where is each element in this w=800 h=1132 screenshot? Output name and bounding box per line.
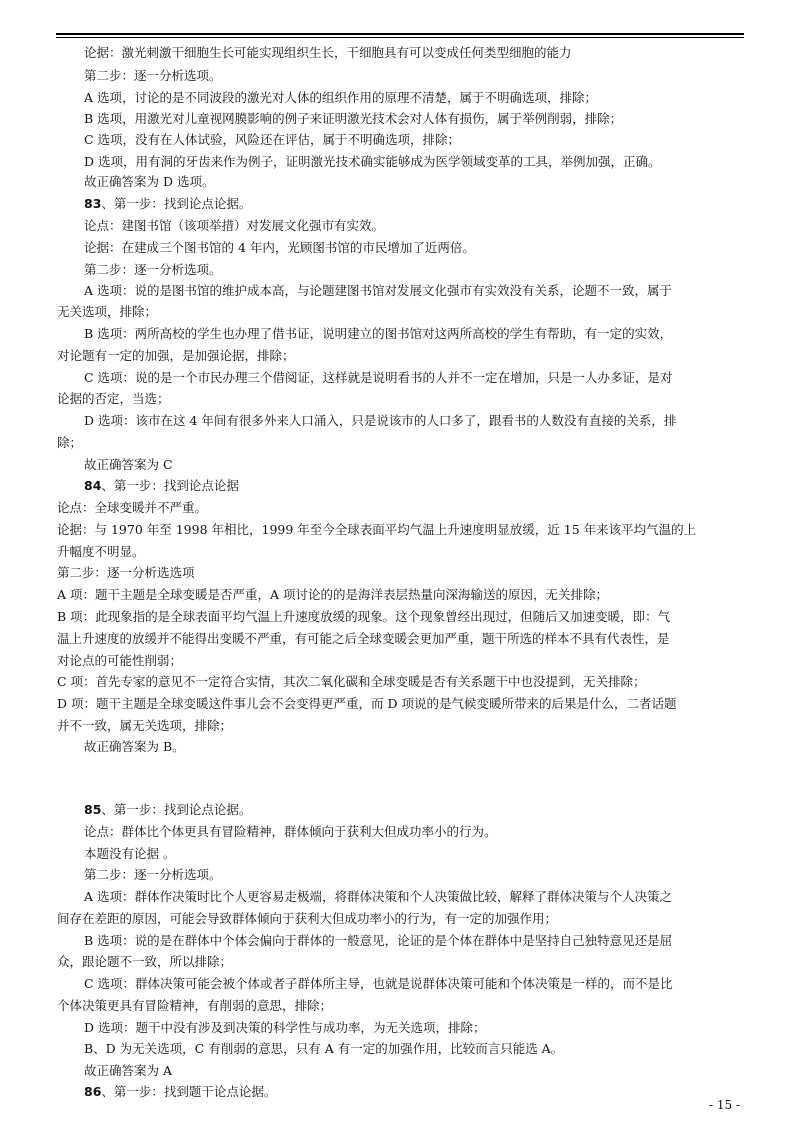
text-line: 故正确答案为 B。 bbox=[84, 739, 185, 754]
text-line: A 选项：说的是图书馆的维护成本高，与论题建图书馆对发展文化强市有实效没有关系，论题不一致，属于 bbox=[84, 283, 673, 298]
question-heading-85 bbox=[84, 801, 251, 819]
question-heading-83 bbox=[84, 195, 251, 213]
text-line: 第二步：逐一分析选选项 bbox=[57, 565, 195, 580]
header-rule-thick bbox=[56, 33, 744, 35]
text-line: B、D 为无关选项，C 有削弱的意思，只有 A 有一定的加强作用，比较而言只能选 A。 bbox=[84, 1041, 564, 1056]
text-line: 故正确答案为 D 选项。 bbox=[84, 174, 215, 189]
heading-text: 、第一步：找到论点论据。 bbox=[101, 196, 252, 211]
text-line: 个体决策更具有冒险精神，有削弱的意思，排除； bbox=[57, 998, 333, 1013]
text-line: 对论点的可能性削弱； bbox=[57, 653, 183, 668]
question-heading-86 bbox=[84, 1083, 276, 1101]
text-line: 对论题有一定的加强，是加强论据，排除； bbox=[57, 348, 295, 363]
text-line: 故正确答案为 A bbox=[84, 1063, 173, 1078]
text-line: B 项：此现象指的是全球表面平均气温上升速度放缓的现象。这个现象曾经出现过，但随后又加速变暖，即：气 bbox=[57, 609, 671, 624]
text-line: 温上升速度的放缓并不能得出变暖不严重，有可能之后全球变暖会更加严重，题干所选的样本不具有代表性，是 bbox=[57, 631, 670, 646]
text-line: 论点：全球变暖并不严重。 bbox=[57, 500, 208, 515]
text-line: D 项：题干主题是全球变暖这件事儿会不会变得更严重，而 D 项说的是气候变暖所带来的后果是什么，二者话题 bbox=[57, 696, 677, 711]
text-line: C 选项，没有在人体试验，风险还在评估，属于不明确选项，排除； bbox=[84, 132, 461, 147]
text-line: 除； bbox=[57, 435, 83, 450]
text-line: 第二步：逐一分析选项。 bbox=[84, 68, 222, 83]
text-line: 本题没有论据 。 bbox=[84, 846, 176, 861]
text-line: 论点：建图书馆（该项举措）对发展文化强市有实效。 bbox=[84, 218, 385, 233]
text-line: 并不一致，属无关选项，排除； bbox=[57, 718, 233, 733]
heading-text: 、第一步：找到论点论据。 bbox=[101, 802, 252, 817]
header-rule-thin bbox=[56, 37, 744, 38]
text-line: 无关选项，排除； bbox=[57, 304, 158, 319]
page-number: - 15 - bbox=[708, 1098, 740, 1112]
heading-text: 、第一步：找到论点论据 bbox=[101, 478, 239, 493]
question-number: 86 bbox=[84, 1084, 102, 1099]
question-number: 84 bbox=[84, 478, 102, 493]
text-line: 第二步：逐一分析选项。 bbox=[84, 262, 222, 277]
text-line: 间存在差距的原因，可能会导致群体倾向于获利大但成功率小的行为，有一定的加强作用； bbox=[57, 911, 558, 926]
text-line: 论据的否定，当选； bbox=[57, 391, 170, 406]
text-line: B 选项：两所高校的学生也办理了借书证，说明建立的图书馆对这两所高校的学生有帮助，有一定的实效， bbox=[84, 326, 673, 341]
text-line: C 选项：群体决策可能会被个体或者子群体所主导，也就是说群体决策可能和个体决策是一样的，而不是比 bbox=[84, 976, 673, 991]
text-line: B 选项，用激光对儿童视网膜影响的例子来证明激光技术会对人体有损伤，属于举例削弱，排除； bbox=[84, 111, 623, 126]
text-line: D 选项，用有洞的牙齿来作为例子，证明激光技术确实能够成为医学领域变革的工具，举例加强，正确。 bbox=[84, 154, 661, 169]
text-line: 众，跟论题不一致，所以排除； bbox=[57, 954, 233, 969]
text-line: D 选项：题干中没有涉及到决策的科学性与成功率，为无关选项，排除； bbox=[84, 1020, 486, 1035]
text-line: 故正确答案为 C bbox=[84, 457, 173, 472]
heading-text: 、第一步：找到题干论点论据。 bbox=[101, 1084, 277, 1099]
text-line: C 选项：说的是一个市民办理三个借阅证，这样就是说明看书的人并不一定在增加，只是一人办多证，是对 bbox=[84, 370, 673, 385]
text-line: B 选项：说的是在群体中个体会偏向于群体的一般意见，论证的是个体在群体中是坚持自己独特意见还是屈 bbox=[84, 933, 673, 948]
question-heading-84 bbox=[84, 477, 239, 495]
question-number: 85 bbox=[84, 802, 102, 817]
text-line: A 项：题干主题是全球变暖是否严重，A 项讨论的的是海洋表层热量向深海输送的原因，无关排除； bbox=[57, 587, 609, 602]
text-line: 论据：激光刺激干细胞生长可能实现组织生长，干细胞具有可以变成任何类型细胞的能力 bbox=[84, 45, 572, 60]
text-line: A 选项，讨论的是不同波段的激光对人体的组织作用的原理不清楚，属于不明确选项，排除； bbox=[84, 90, 598, 105]
text-line: D 选项：该市在这 4 年间有很多外来人口涌入，只是说该市的人口多了，跟看书的人数没有直接的关系，排 bbox=[84, 413, 677, 428]
text-line: 论据：在建成三个图书馆的 4 年内，光顾图书馆的市民增加了近两倍。 bbox=[84, 240, 475, 255]
text-line: 升幅度不明显。 bbox=[57, 544, 145, 559]
text-line: A 选项：群体作决策时比个人更容易走极端，将群体决策和个人决策做比较，解释了群体决策与个人决策之 bbox=[84, 889, 673, 904]
text-line: 论点：群体比个体更具有冒险精神，群体倾向于获利大但成功率小的行为。 bbox=[84, 824, 497, 839]
text-line: 论据：与 1970 年至 1998 年相比，1999 年至今全球表面平均气温上升速度明显放缓，近 15 年来该平均气温的上 bbox=[57, 522, 697, 537]
text-line: C 项：首先专家的意见不一定符合实情，其次二氧化碳和全球变暖是否有关系题干中也没提到，无关排除； bbox=[57, 674, 646, 689]
text-line: 第二步：逐一分析选项。 bbox=[84, 867, 222, 882]
question-number: 83 bbox=[84, 196, 102, 211]
